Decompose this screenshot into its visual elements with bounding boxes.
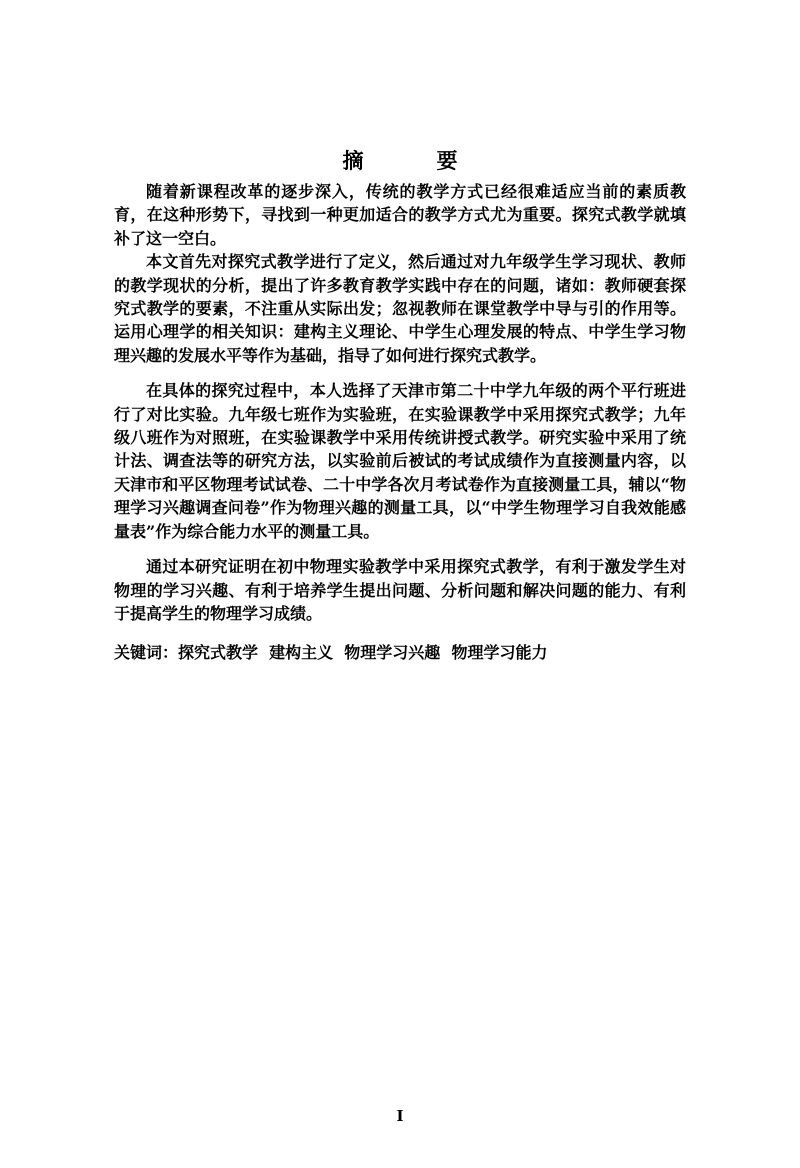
abstract-paragraph-4: 通过本研究证明在初中物理实验教学中采用探究式教学，有利于激发学生对物理的学习兴趣、有利于培养学生提出问题、分析问题和解决问题的能力、有利于提高学生的物理学习成绩。 — [114, 557, 686, 623]
abstract-paragraph-1: 随着新课程改革的逐步深入，传统的教学方式已经很难适应当前的素质教育，在这种形势下，寻找到一种更加适合的教学方式尤为重要。探究式教学就填补了这一空白。 — [114, 182, 686, 248]
page-number: I — [396, 1107, 404, 1125]
page-title: 摘 要 — [342, 148, 484, 173]
abstract-paragraph-2: 本文首先对探究式教学进行了定义，然后通过对九年级学生学习现状、教师的教学现状的分析，提出了许多教育教学实践中存在的问题，诸如：教师硬套探究式教学的要素，不注重从实际出发；忽视教师在课堂教学中导与引的作用等。运用心理学的相关知识：建构主义理论、中学生心理发展的特点、中学生学习物理兴趣的发展水平等作为基础，指导了如何进行探究式教学。 — [114, 252, 686, 365]
abstract-body — [114, 180, 686, 665]
abstract-paragraph-3: 在具体的探究过程中，本人选择了天津市第二十中学九年级的两个平行班进行了对比实验。九年级七班作为实验班，在实验课教学中采用探究式教学；九年级八班作为对照班，在实验课教学中采用传统讲授式教学。研究实验中采用了统计法、调查法等的研究方法，以实验前后被试的考试成绩作为直接测量内容，以天津市和平区物理考试试卷、二十中学各次月考试卷作为直接测量工具，辅以“物理学习兴趣调查问卷”作为物理兴趣的测量工具，以“中学生物理学习自我效能感量表”作为综合能力水平的测量工具。 — [114, 381, 686, 541]
keywords-label: 关键词： — [114, 643, 179, 663]
keywords-line — [114, 641, 686, 664]
keywords-list: 探究式教学 建构主义 物理学习兴趣 物理学习能力 — [178, 643, 548, 663]
